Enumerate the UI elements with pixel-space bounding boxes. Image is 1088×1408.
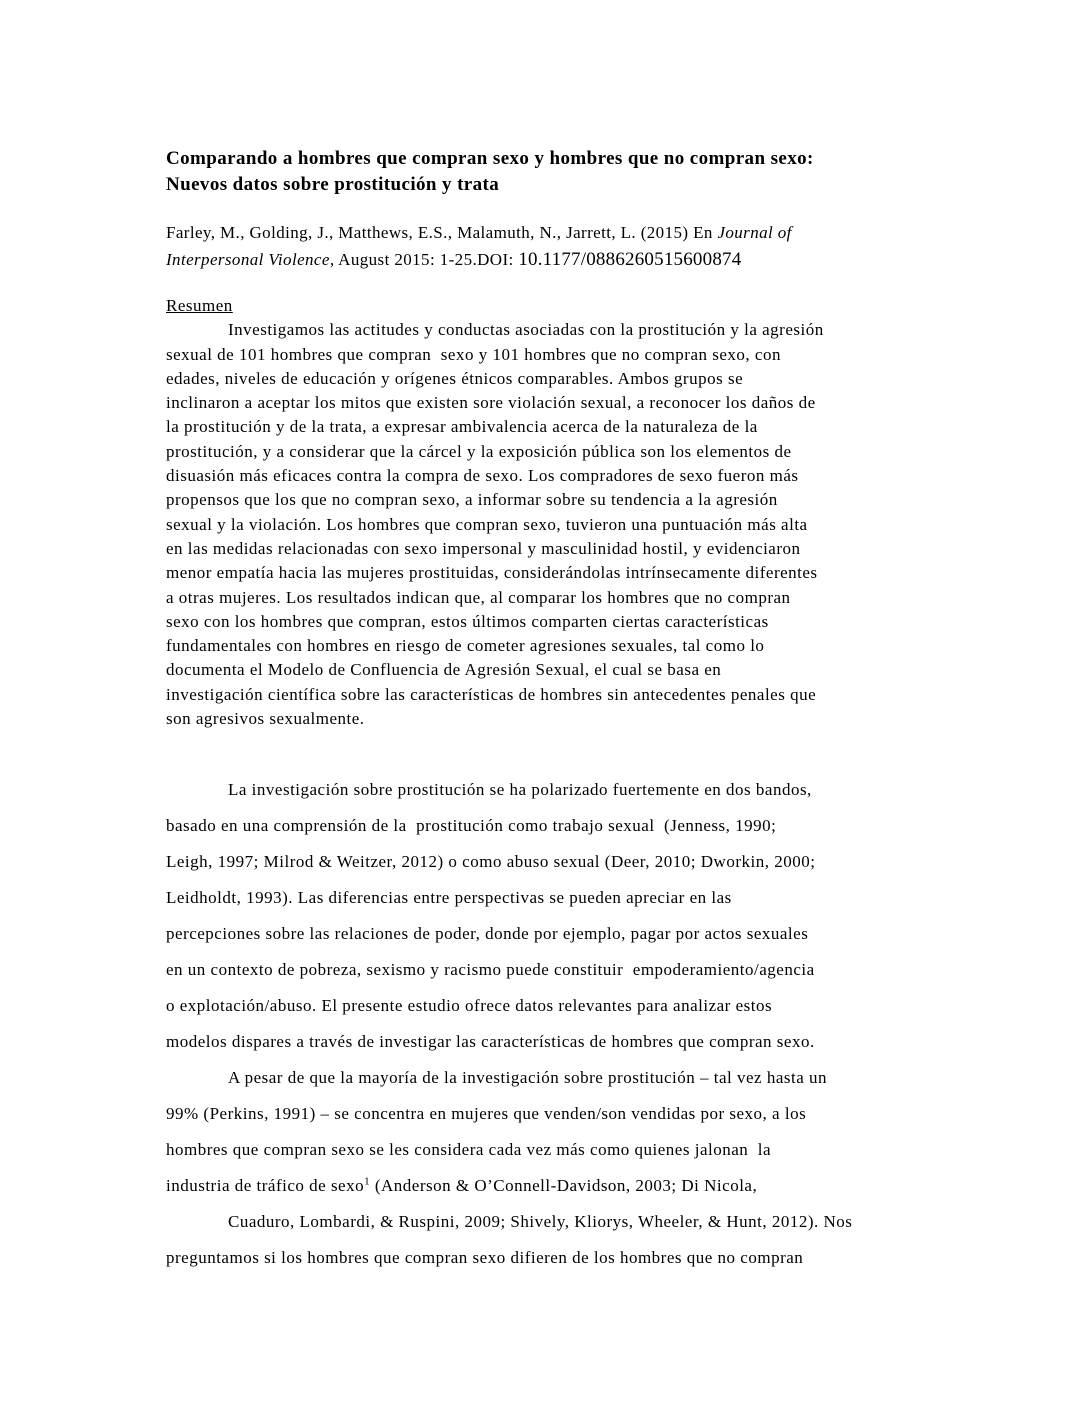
citation-issue-info: , August 2015: 1-25.DOI: — [329, 250, 519, 269]
text-line: Cuaduro, Lombardi, & Ruspini, 2009; Shively, Kliorys, Wheeler, & Hunt, 2012). Nos — [228, 1212, 853, 1232]
text-line: investigación científica sobre las características de hombres sin antecedentes penales que — [166, 684, 817, 704]
text-line: modelos dispares a través de investigar las características de hombres que compran sexo. — [166, 1032, 815, 1052]
text-line: preguntamos si los hombres que compran sexo difieren de los hombres que no compran — [166, 1248, 804, 1268]
citation-line1 — [166, 219, 956, 246]
text-line: edades, niveles de educación y orígenes étnicos comparables. Ambos grupos se — [166, 368, 744, 388]
body-paragraph-2-footnote-line — [166, 1168, 956, 1204]
citation-authors: Farley, M., Golding, J., Matthews, E.S., Malamuth, N., Jarrett, L. (2015) En — [166, 223, 718, 242]
body-paragraph-2-end — [166, 1204, 956, 1276]
abstract-heading: Resumen — [166, 296, 233, 315]
text-line: a otras mujeres. Los resultados indican que, al comparar los hombres que no compran — [166, 587, 791, 607]
footnote-marker: 1 — [364, 1175, 371, 1188]
text-line: A pesar de que la mayoría de la investigación sobre prostitución – tal vez hasta un — [228, 1068, 828, 1088]
citation — [166, 219, 956, 273]
text-line: inclinaron a aceptar los mitos que existen sore violación sexual, a reconocer los daños de — [166, 393, 816, 413]
paper-title-line1: Comparando a hombres que compran sexo y hombres que no compran sexo: — [166, 148, 814, 169]
paper-title — [166, 146, 956, 198]
journal-name-part1: Journal of — [717, 223, 792, 242]
text-line: son agresivos sexualmente. — [166, 709, 365, 729]
text-line: documenta el Modelo de Confluencia de Agresión Sexual, el cual se basa en — [166, 660, 722, 680]
text-line: 99% (Perkins, 1991) – se concentra en mujeres que venden/son vendidas por sexo, a los — [166, 1104, 807, 1124]
footnote-line-post: (Anderson & O’Connell-Davidson, 2003; Di Nicola, — [370, 1176, 758, 1196]
text-line: percepciones sobre las relaciones de poder, donde por ejemplo, pagar por actos sexuales — [166, 924, 809, 944]
body-text — [166, 772, 956, 1276]
paper-title-line2: Nuevos datos sobre prostitución y trata — [166, 174, 500, 195]
body-paragraph-2-start — [166, 1060, 956, 1168]
text-line: la prostitución y de la trata, a expresar ambivalencia acerca de la naturaleza de la — [166, 417, 758, 437]
text-line: Leidholdt, 1993). Las diferencias entre perspectivas se pueden apreciar en las — [166, 888, 732, 908]
text-line: disuasión más eficaces contra la compra de sexo. Los compradores de sexo fueron más — [166, 466, 799, 486]
text-line: Leigh, 1997; Milrod & Weitzer, 2012) o como abuso sexual (Deer, 2010; Dworkin, 2000; — [166, 852, 816, 872]
text-line: sexual de 101 hombres que compran sexo y 101 hombres que no compran sexo, con — [166, 344, 781, 364]
text-line: Investigamos las actitudes y conductas asociadas con la prostitución y la agresión — [228, 320, 824, 340]
text-line: en un contexto de pobreza, sexismo y racismo puede constituir empoderamiento/agencia — [166, 960, 815, 980]
text-line: La investigación sobre prostitución se ha polarizado fuertemente en dos bandos, — [228, 780, 812, 800]
body-paragraph-1 — [166, 772, 956, 1060]
abstract-section — [166, 294, 956, 731]
text-line: menor empatía hacia las mujeres prostituidas, considerándolas intrínsecamente diferentes — [166, 563, 818, 583]
citation-line2 — [166, 246, 956, 273]
text-line: propensos que los que no compran sexo, a informar sobre su tendencia a la agresión — [166, 490, 778, 510]
abstract-paragraph — [166, 318, 956, 731]
text-line: prostitución, y a considerar que la cárcel y la exposición pública son los elementos de — [166, 441, 792, 461]
footnote-line-pre: industria de tráfico de sexo — [166, 1176, 365, 1196]
journal-name-part2: Interpersonal Violence — [166, 250, 330, 269]
text-line: fundamentales con hombres en riesgo de cometer agresiones sexuales, tal como lo — [166, 636, 765, 656]
text-line: basado en una comprensión de la prostitución como trabajo sexual (Jenness, 1990; — [166, 816, 777, 836]
page-content — [166, 0, 956, 1276]
text-line: hombres que compran sexo se les considera cada vez más como quienes jalonan la — [166, 1140, 772, 1160]
doi-number: 10.1177/0886260515600874 — [518, 249, 742, 270]
text-line: sexual y la violación. Los hombres que compran sexo, tuvieron una puntuación más alta — [166, 514, 808, 534]
text-line: o explotación/abuso. El presente estudio ofrece datos relevantes para analizar estos — [166, 996, 773, 1016]
text-line: sexo con los hombres que compran, estos últimos comparten ciertas características — [166, 611, 769, 631]
text-line: en las medidas relacionadas con sexo impersonal y masculinidad hostil, y evidenciaron — [166, 538, 801, 558]
